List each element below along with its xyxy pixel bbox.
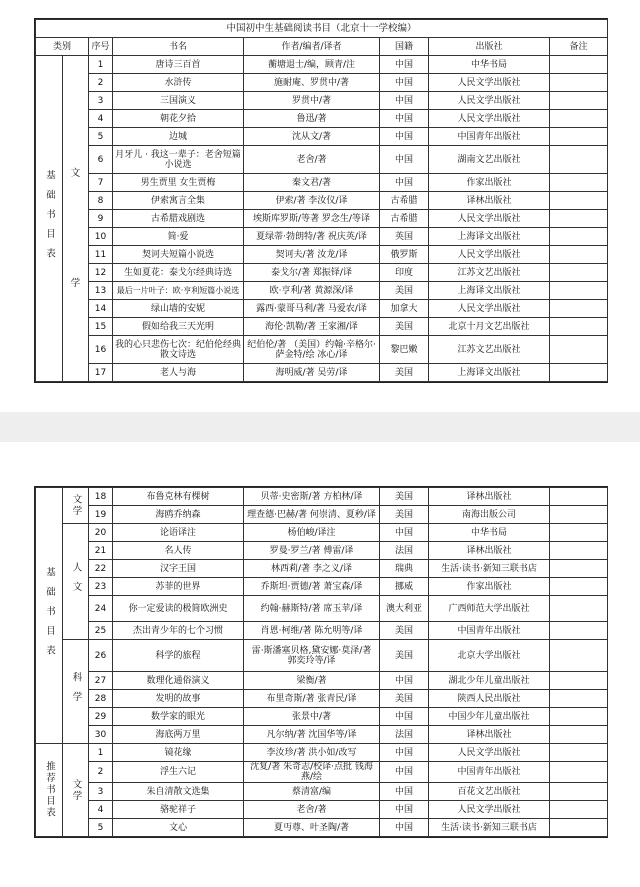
row-number: 17 [89, 364, 113, 382]
book-nation: 美国 [380, 622, 429, 640]
table-row [36, 762, 608, 783]
book-press: 北京大学出版社 [429, 640, 550, 672]
book-press: 人民文学出版社 [429, 110, 550, 128]
book-note [550, 622, 608, 640]
row-number: 19 [89, 506, 113, 524]
row-number: 6 [89, 146, 113, 174]
row-number: 5 [89, 128, 113, 146]
book-note [550, 128, 608, 146]
subcategory-char-wen: 文 [70, 167, 81, 179]
table-title: 中国初中生基础阅读书目（北京十一学校编） [36, 20, 608, 38]
book-note [550, 300, 608, 318]
column-header: 出版社 [429, 38, 550, 56]
row-number: 24 [89, 596, 113, 622]
book-note [550, 336, 608, 364]
row-number: 20 [89, 524, 113, 542]
table-row [36, 56, 608, 74]
book-press: 中国少年儿童出版社 [429, 708, 550, 726]
book-note [550, 542, 608, 560]
row-number: 3 [89, 783, 113, 801]
subcategory-literature-label [65, 69, 86, 369]
row-number: 22 [89, 560, 113, 578]
book-title: 骆驼祥子 [113, 801, 244, 819]
row-number: 2 [89, 762, 113, 783]
row-number: 7 [89, 174, 113, 192]
book-note [550, 56, 608, 74]
book-note [550, 560, 608, 578]
subcategory-char-xue: 学 [70, 277, 81, 289]
book-note [550, 578, 608, 596]
table-row [36, 228, 608, 246]
page-one [0, 0, 640, 412]
book-author: 蘅塘退士/编，顾青/注 [244, 56, 380, 74]
book-note [550, 192, 608, 210]
book-press: 陕西人民出版社 [429, 690, 550, 708]
book-title: 契诃夫短篇小说选 [113, 246, 244, 264]
book-author: 张景中/著 [244, 708, 380, 726]
table-row [36, 282, 608, 300]
book-title: 数理化通俗演义 [113, 672, 244, 690]
book-author: 肖恩·柯维/著 陈允明等/译 [244, 622, 380, 640]
row-number: 12 [89, 264, 113, 282]
book-title: 三国演义 [113, 92, 244, 110]
book-nation: 中国 [380, 708, 429, 726]
book-nation: 瑞典 [380, 560, 429, 578]
table-row [36, 524, 608, 542]
row-number: 8 [89, 192, 113, 210]
book-nation: 中国 [380, 92, 429, 110]
book-title: 伊索寓言全集 [113, 192, 244, 210]
book-title: 唐诗三百首 [113, 56, 244, 74]
table-row [36, 783, 608, 801]
book-note [550, 488, 608, 506]
book-title: 浮生六记 [113, 762, 244, 783]
book-author: 海明威/著 吴劳/译 [244, 364, 380, 382]
book-nation: 中国 [380, 56, 429, 74]
book-author: 理查德·巴赫/著 何崇清、夏秒/译 [244, 506, 380, 524]
book-author: 夏绿蒂·勃朗特/著 祝庆英/译 [244, 228, 380, 246]
reading-list-table-1 [35, 19, 608, 382]
book-note [550, 596, 608, 622]
book-note [550, 92, 608, 110]
book-author: 约翰·赫斯特/著 席玉苹/译 [244, 596, 380, 622]
book-note [550, 524, 608, 542]
book-nation: 中国 [380, 783, 429, 801]
book-author: 蔡清富/编 [244, 783, 380, 801]
book-nation: 俄罗斯 [380, 246, 429, 264]
book-author: 布里奇斯/著 张青民/译 [244, 690, 380, 708]
table-row [36, 622, 608, 640]
book-title: 假如给我三天光明 [113, 318, 244, 336]
table-row [36, 560, 608, 578]
book-title: 镜花缘 [113, 744, 244, 762]
book-note [550, 744, 608, 762]
book-nation: 法国 [380, 542, 429, 560]
subcategory-wen [63, 56, 89, 382]
book-title: 老人与海 [113, 364, 244, 382]
row-number: 29 [89, 708, 113, 726]
table-row [36, 300, 608, 318]
book-title: 边城 [113, 128, 244, 146]
table-row [36, 364, 608, 382]
row-number: 25 [89, 622, 113, 640]
table-row [36, 801, 608, 819]
book-press: 人民文学出版社 [429, 300, 550, 318]
book-press: 中华书局 [429, 56, 550, 74]
table-row [36, 74, 608, 92]
category-recommended: 推荐书目表 [36, 744, 63, 837]
book-nation: 中国 [380, 801, 429, 819]
book-nation: 加拿大 [380, 300, 429, 318]
book-author: 沈复/著 朱奇志/校译·点批 钱海燕/绘 [244, 762, 380, 783]
row-number: 1 [89, 744, 113, 762]
book-nation: 法国 [380, 726, 429, 744]
book-title: 我的心只悲伤七次：纪伯伦经典散文诗选 [113, 336, 244, 364]
book-press: 人民文学出版社 [429, 801, 550, 819]
book-press: 中国青年出版社 [429, 622, 550, 640]
book-title: 最后一片叶子：欧·亨利短篇小说选 [113, 282, 244, 300]
row-number: 11 [89, 246, 113, 264]
book-press: 人民文学出版社 [429, 210, 550, 228]
book-title: 海鸥乔纳森 [113, 506, 244, 524]
book-title: 朝花夕拾 [113, 110, 244, 128]
book-press: 译林出版社 [429, 726, 550, 744]
column-header: 类别 [36, 38, 89, 56]
table-row [36, 708, 608, 726]
book-press: 上海译文出版社 [429, 282, 550, 300]
book-note [550, 672, 608, 690]
book-title: 数学家的眼光 [113, 708, 244, 726]
book-author: 欧·亨利/著 黄源深/译 [244, 282, 380, 300]
book-press: 中国青年出版社 [429, 762, 550, 783]
row-number: 18 [89, 488, 113, 506]
book-nation: 澳大利亚 [380, 596, 429, 622]
subcategory-literature: 文学 [63, 488, 89, 524]
book-author: 凡尔纳/著 沈国华等/译 [244, 726, 380, 744]
book-note [550, 640, 608, 672]
column-header: 书名 [113, 38, 244, 56]
page-two [0, 442, 640, 887]
table-row [36, 578, 608, 596]
row-number: 5 [89, 819, 113, 837]
book-author: 林西莉/著 李之义/译 [244, 560, 380, 578]
book-title: 海底两万里 [113, 726, 244, 744]
row-number: 4 [89, 801, 113, 819]
book-press: 中华书局 [429, 524, 550, 542]
book-nation: 美国 [380, 506, 429, 524]
book-note [550, 264, 608, 282]
book-title: 文心 [113, 819, 244, 837]
book-nation: 美国 [380, 640, 429, 672]
book-note [550, 210, 608, 228]
book-author: 施耐庵、罗贯中/著 [244, 74, 380, 92]
book-nation: 黎巴嫩 [380, 336, 429, 364]
table-row [36, 726, 608, 744]
book-nation: 中国 [380, 672, 429, 690]
table-row [36, 672, 608, 690]
book-press: 北京十月文艺出版社 [429, 318, 550, 336]
book-note [550, 74, 608, 92]
column-header: 序号 [89, 38, 113, 56]
book-author: 泰戈尔/著 郑振铎/译 [244, 264, 380, 282]
book-note [550, 783, 608, 801]
book-nation: 美国 [380, 690, 429, 708]
book-nation: 英国 [380, 228, 429, 246]
book-note [550, 110, 608, 128]
book-title: 汉字王国 [113, 560, 244, 578]
book-press: 生活·读书·新知三联书店 [429, 560, 550, 578]
table-row [36, 596, 608, 622]
book-title: 绿山墙的安妮 [113, 300, 244, 318]
book-author: 乔斯坦·贾德/著 萧宝森/译 [244, 578, 380, 596]
book-author: 埃斯库罗斯/等著 罗念生/等译 [244, 210, 380, 228]
book-press: 上海译文出版社 [429, 228, 550, 246]
table-row [36, 192, 608, 210]
row-number: 2 [89, 74, 113, 92]
column-header: 国籍 [380, 38, 429, 56]
row-number: 13 [89, 282, 113, 300]
book-nation: 中国 [380, 524, 429, 542]
book-title: 生如夏花：泰戈尔经典诗选 [113, 264, 244, 282]
book-author: 贝蒂·史密斯/著 方柏林/译 [244, 488, 380, 506]
book-note [550, 726, 608, 744]
book-press: 译林出版社 [429, 542, 550, 560]
book-title: 古希腊戏剧选 [113, 210, 244, 228]
book-author: 契诃夫/著 汝龙/译 [244, 246, 380, 264]
row-number: 28 [89, 690, 113, 708]
book-note [550, 801, 608, 819]
book-press: 中国青年出版社 [429, 128, 550, 146]
book-title: 水浒传 [113, 74, 244, 92]
subcategory-humanities: 人文 [63, 524, 89, 640]
book-title: 你一定爱读的极简欧洲史 [113, 596, 244, 622]
table-row [36, 640, 608, 672]
book-press: 南海出版公司 [429, 506, 550, 524]
book-title: 论语译注 [113, 524, 244, 542]
category-basic: 基础书目表 [36, 56, 63, 382]
book-title: 月牙儿 · 我这一辈子：老舍短篇小说选 [113, 146, 244, 174]
table-row [36, 506, 608, 524]
book-press: 人民文学出版社 [429, 744, 550, 762]
book-nation: 美国 [380, 364, 429, 382]
reading-list-sheet-2 [34, 486, 608, 838]
table-row [36, 146, 608, 174]
book-nation: 古希腊 [380, 192, 429, 210]
book-author: 老舍/著 [244, 146, 380, 174]
book-title: 男生贾里 女生贾梅 [113, 174, 244, 192]
book-nation: 中国 [380, 744, 429, 762]
book-note [550, 762, 608, 783]
book-nation: 印度 [380, 264, 429, 282]
book-nation: 美国 [380, 282, 429, 300]
book-title: 名人传 [113, 542, 244, 560]
book-note [550, 819, 608, 837]
book-nation: 中国 [380, 174, 429, 192]
book-note [550, 282, 608, 300]
table-row [36, 819, 608, 837]
book-title: 发明的故事 [113, 690, 244, 708]
book-press: 生活·读书·新知三联书店 [429, 819, 550, 837]
book-press: 江苏文艺出版社 [429, 336, 550, 364]
book-title: 布鲁克林有棵树 [113, 488, 244, 506]
book-author: 伊索/著 李汝仪/译 [244, 192, 380, 210]
book-author: 罗曼·罗兰/著 傅雷/译 [244, 542, 380, 560]
table-row [36, 318, 608, 336]
book-author: 老舍/著 [244, 801, 380, 819]
table-row [36, 128, 608, 146]
category-basic: 基础书目表 [36, 488, 63, 744]
book-author: 纪伯伦/著 （美国）约翰·辛格尔·萨金特/绘 冰心/译 [244, 336, 380, 364]
book-author: 梁衡/著 [244, 672, 380, 690]
row-number: 26 [89, 640, 113, 672]
row-number: 30 [89, 726, 113, 744]
book-press: 译林出版社 [429, 192, 550, 210]
table-row [36, 690, 608, 708]
book-author: 海伦·凯勒/著 王家湘/译 [244, 318, 380, 336]
book-note [550, 364, 608, 382]
table-row [36, 264, 608, 282]
book-note [550, 690, 608, 708]
column-header: 作者/编者/译者 [244, 38, 380, 56]
book-author: 雷·斯潘塞贝格,黛安娜·莫泽/著 郭奕玲等/译 [244, 640, 380, 672]
table-row [36, 246, 608, 264]
row-number: 15 [89, 318, 113, 336]
book-author: 秦文君/著 [244, 174, 380, 192]
book-nation: 美国 [380, 488, 429, 506]
column-header: 备注 [550, 38, 608, 56]
book-note [550, 506, 608, 524]
book-nation: 中国 [380, 819, 429, 837]
page-gap [0, 412, 640, 442]
book-press: 百花文艺出版社 [429, 783, 550, 801]
book-press: 广西师范大学出版社 [429, 596, 550, 622]
book-nation: 古希腊 [380, 210, 429, 228]
table-row [36, 488, 608, 506]
row-number: 27 [89, 672, 113, 690]
book-press: 人民文学出版社 [429, 92, 550, 110]
book-press: 作家出版社 [429, 174, 550, 192]
row-number: 4 [89, 110, 113, 128]
reading-list-table-2 [35, 487, 608, 837]
subcategory-science: 科学 [63, 640, 89, 744]
book-note [550, 318, 608, 336]
table-row [36, 92, 608, 110]
book-press: 译林出版社 [429, 488, 550, 506]
book-press: 江苏文艺出版社 [429, 264, 550, 282]
book-press: 作家出版社 [429, 578, 550, 596]
book-author: 鲁迅/著 [244, 110, 380, 128]
book-note [550, 228, 608, 246]
book-note [550, 174, 608, 192]
book-title: 朱自清散文选集 [113, 783, 244, 801]
book-note [550, 146, 608, 174]
book-author: 李汝珍/著 洪小如/改写 [244, 744, 380, 762]
book-press: 上海译文出版社 [429, 364, 550, 382]
book-author: 露西·蒙哥马利/著 马爱农/译 [244, 300, 380, 318]
row-number: 21 [89, 542, 113, 560]
book-nation: 挪威 [380, 578, 429, 596]
book-press: 人民文学出版社 [429, 74, 550, 92]
book-author: 沈从文/著 [244, 128, 380, 146]
book-title: 杰出青少年的七个习惯 [113, 622, 244, 640]
book-author: 杨伯峻/译注 [244, 524, 380, 542]
table-row [36, 744, 608, 762]
reading-list-sheet-1 [34, 18, 608, 383]
book-title: 科学的旅程 [113, 640, 244, 672]
row-number: 14 [89, 300, 113, 318]
book-press: 湖北少年儿童出版社 [429, 672, 550, 690]
book-nation: 中国 [380, 74, 429, 92]
table-row [36, 336, 608, 364]
row-number: 16 [89, 336, 113, 364]
book-title: 苏菲的世界 [113, 578, 244, 596]
book-nation: 中国 [380, 128, 429, 146]
book-press: 湖南文艺出版社 [429, 146, 550, 174]
row-number: 9 [89, 210, 113, 228]
row-number: 3 [89, 92, 113, 110]
table-row [36, 174, 608, 192]
book-press: 人民文学出版社 [429, 246, 550, 264]
subcategory-literature: 文学 [63, 744, 89, 837]
book-nation: 中国 [380, 146, 429, 174]
book-author: 罗贯中/著 [244, 92, 380, 110]
book-note [550, 246, 608, 264]
row-number: 1 [89, 56, 113, 74]
row-number: 23 [89, 578, 113, 596]
book-author: 夏丏尊、叶圣陶/著 [244, 819, 380, 837]
table-row [36, 110, 608, 128]
book-title: 简·爱 [113, 228, 244, 246]
table-row [36, 210, 608, 228]
book-nation: 美国 [380, 318, 429, 336]
book-nation: 中国 [380, 110, 429, 128]
book-note [550, 708, 608, 726]
table-row [36, 542, 608, 560]
book-nation: 中国 [380, 762, 429, 783]
row-number: 10 [89, 228, 113, 246]
